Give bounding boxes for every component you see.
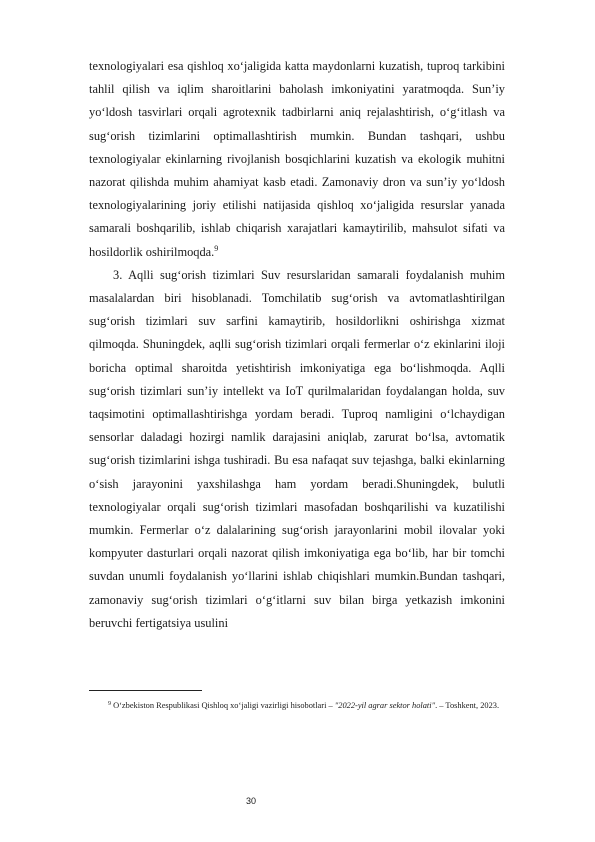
page-number: 30: [245, 796, 256, 806]
footnote-text-before: O‘zbekiston Respublikasi Qishloq xo‘jaligi vazirligi hisobotlari –: [111, 701, 335, 710]
paragraph-text: 3. Aqlli sug‘orish tizimlari Suv resurslaridan samarali foydalanish muhim masalalardan biri hisoblanadi. Tomchilatib sug‘orish va avtomatlashtirilgan sug‘orish tizimlari suv sarfini kamaytirib, hosildorlikni oshirishga xizmat qilmoqda. Shuningdek, aqlli sug‘orish tizimlari orqali fermerlar o‘z ekinlarini iloji boricha optimal sharoitda yetishtirish imkoniyatiga ega bo‘lishmoqda. Aqlli sug‘orish tizimlari sun’iy intellekt va IoT qurilmalaridan foydalangan holda, suv taqsimotini optimallashtirishga yordam beradi. Tuproq namligini o‘lchaydigan sensorlar daladagi hozirgi namlik darajasini aniqlab, zarurat bo‘lsa, avtomatik sug‘orish tizimlarini ishga tushiradi. Bu esa nafaqat suv tejashga, balki ekinlarning o‘sish jarayonini yaxshilashga ham yordam beradi.Shuningdek, bulutli texnologiyalar orqali sug‘orish tizimlari masofadan boshqarilishi va kuzatilishi mumkin. Fermerlar o‘z dalalarining sug‘orish jarayonlarini mobil ilovalar yoki kompyuter dasturlari orqali nazorat qilish imkoniyatiga ega bo‘lib, har bir tomchi suvdan unumli foydalanish yo‘llarini ishlab chiqishlari mumkin.Bundan tashqari, zamonaviy sug‘orish tizimlari o‘g‘itlarni suv bilan birga yetkazish imkonini beruvchi fertigatsiya usulini: [89, 267, 505, 630]
paragraph-satellite-tech: [89, 55, 505, 264]
paragraph-text: texnologiyalari esa qishloq xo‘jaligida katta maydonlarni kuzatish, tuproq tarkibini tahlil qilish va iqlim sharoitlarini baholash imkoniyatini yaratmoqda. Sun’iy yo‘ldosh tasvirlari orqali agrotexnik tadbirlarni aniq rejalashtirish, o‘g‘itlash va sug‘orish tizimlarini optimallashtirish mumkin. Bundan tashqari, ushbu texnologiyalar ekinlarning rivojlanish bosqichlarini kuzatish va ekologik muhitni nazorat qilishda muhim ahamiyat kasb etadi. Zamonaviy dron va sun’iy yo‘ldosh texnologiyalarining joriy etilishi natijasida qishloq xo‘jaligida resurslar yanada samarali boshqarilib, ishlab chiqarish xarajatlari kamaytirilib, mahsulot sifati va hosildorlik oshirilmoqda.: [89, 59, 505, 259]
footnote-text-after: . – Toshkent, 2023.: [435, 701, 500, 710]
footnote-mark: 9: [108, 701, 111, 707]
footnote-separator: [89, 690, 202, 691]
footnote-reference[interactable]: 9: [214, 243, 219, 253]
footnote: [108, 697, 528, 715]
footnote-title: "2022-yil agrar sektor holati": [334, 701, 436, 710]
paragraph-smart-irrigation: [89, 264, 505, 635]
body-text: [89, 55, 505, 635]
